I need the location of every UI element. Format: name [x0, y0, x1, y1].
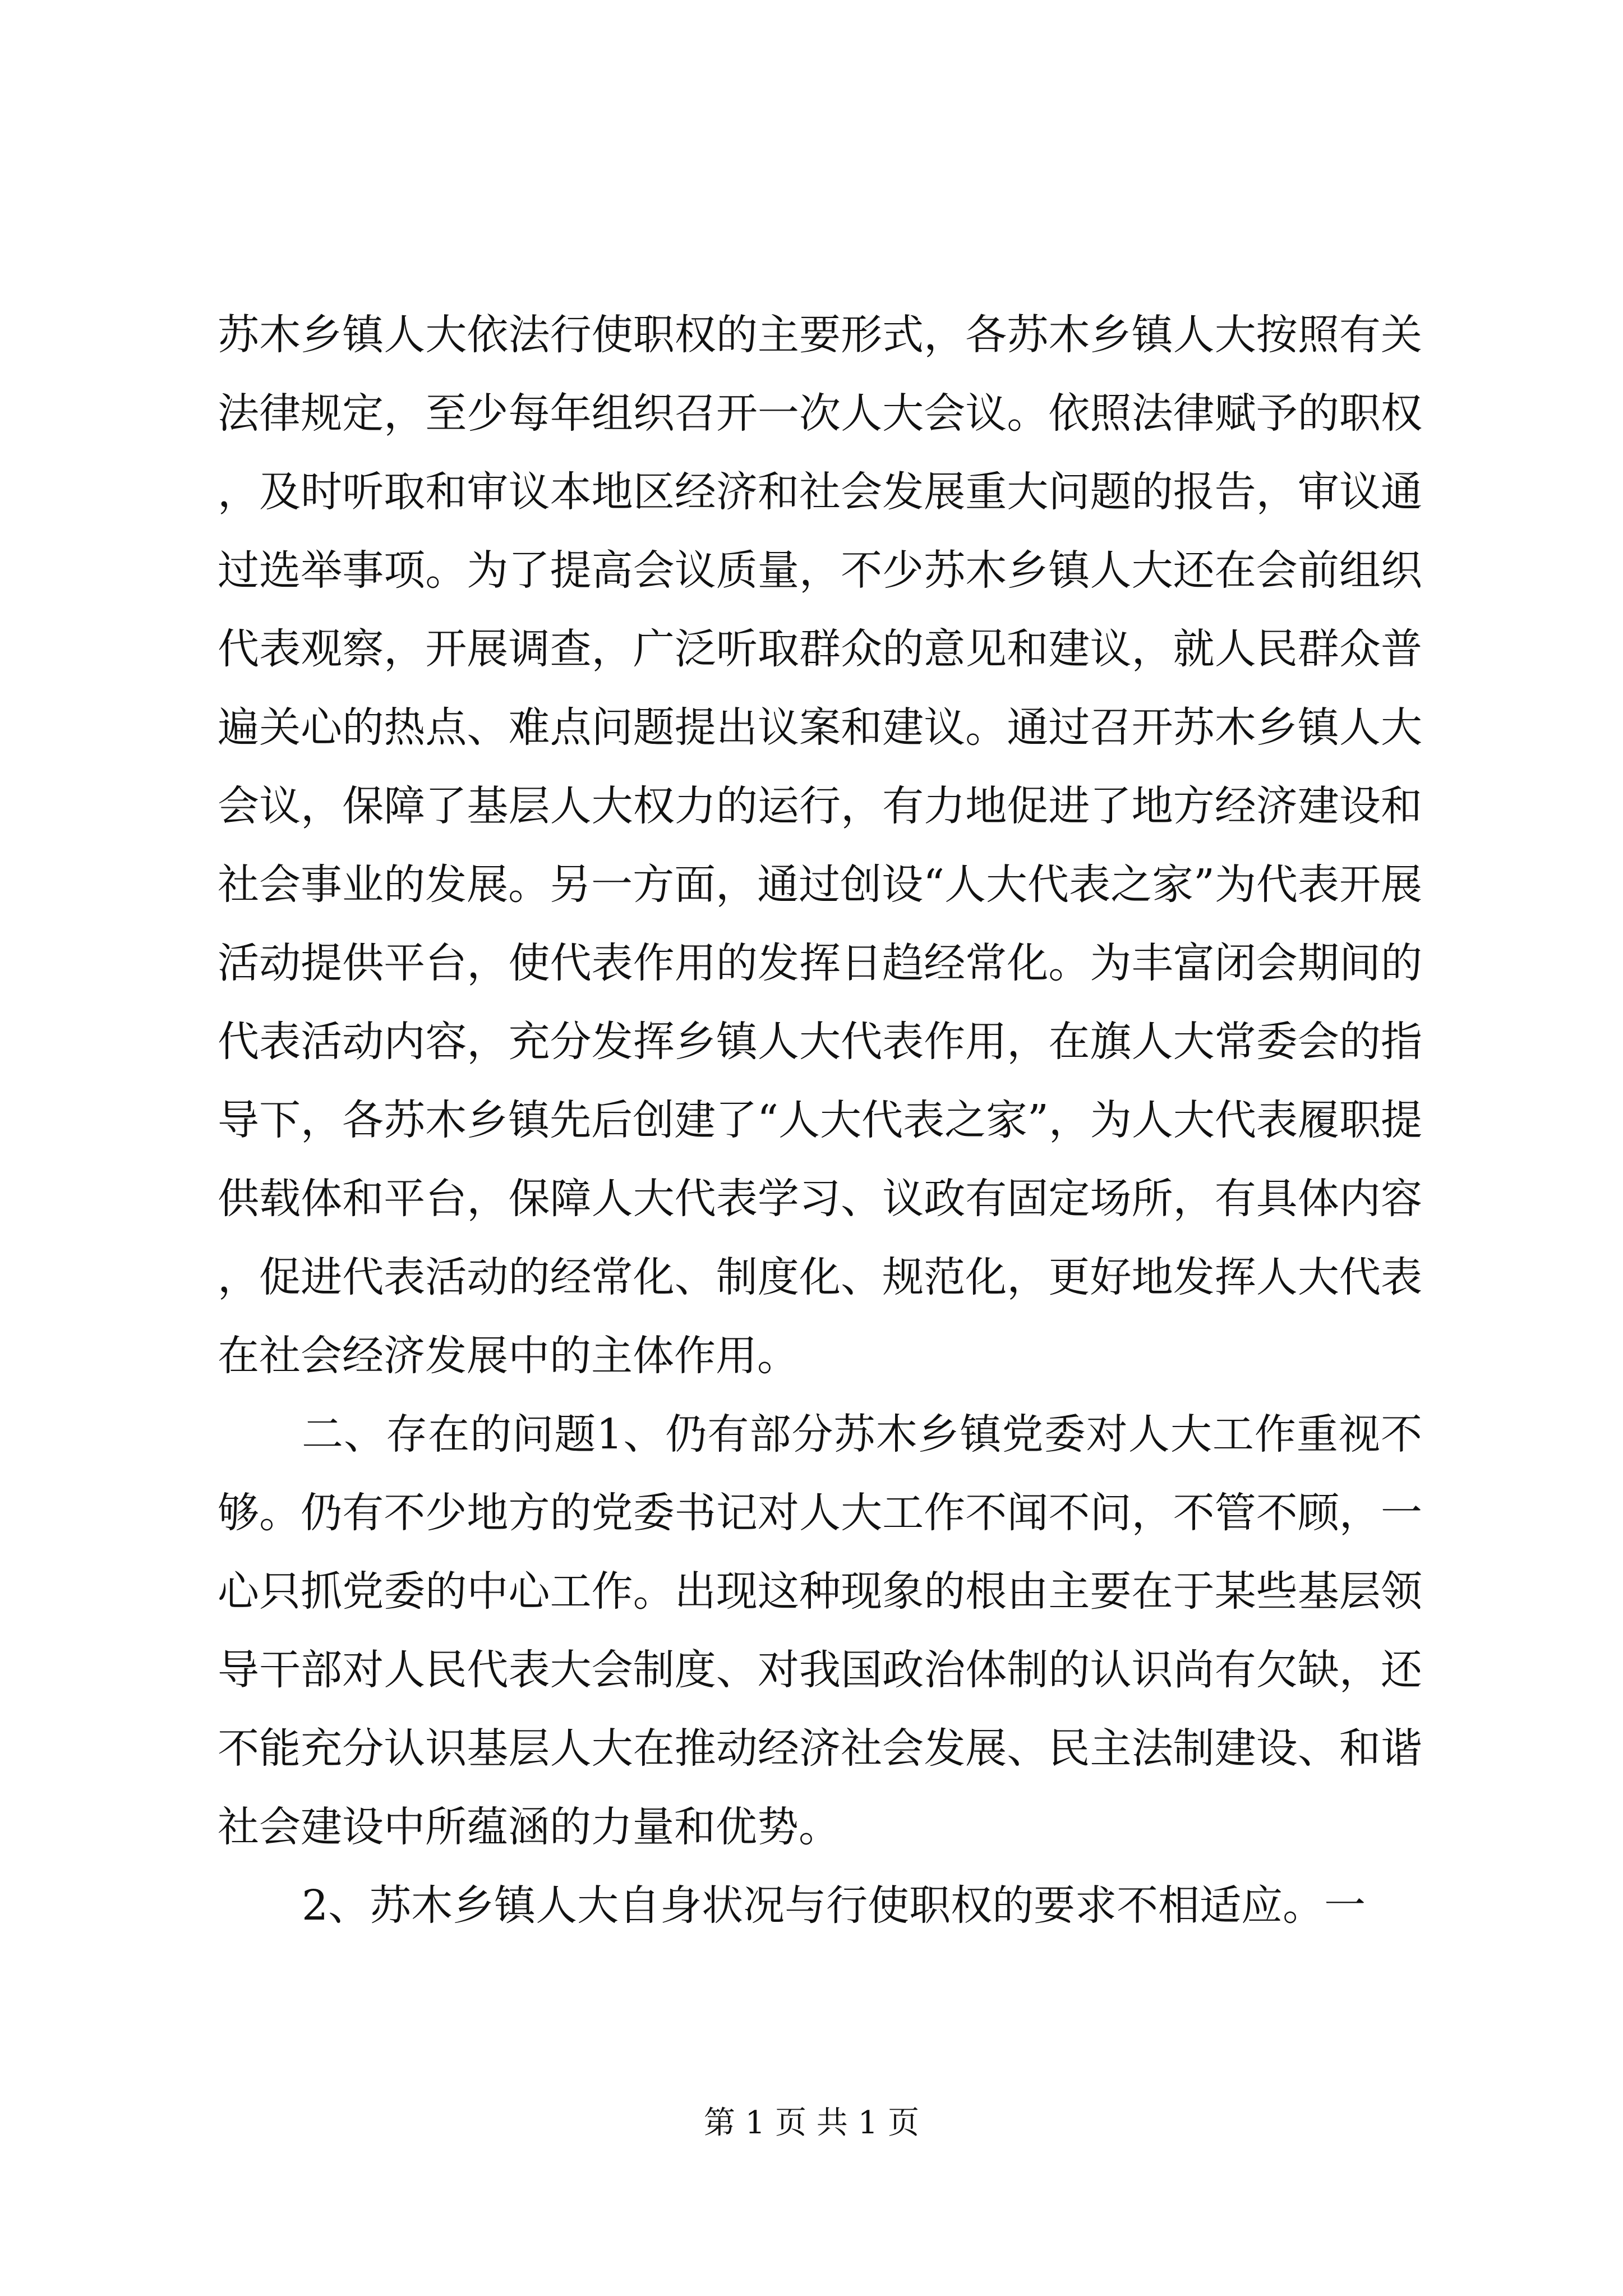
paragraph-3: 2、苏木乡镇人大自身状况与行使职权的要求不相适应。一: [302, 1881, 1366, 1930]
page-number-label: 第 1 页 共 1 页: [703, 2105, 920, 2141]
paragraph-1: 苏木乡镇人大依法行使职权的主要形式，各苏木乡镇人大按照有关法律规定，至少每年组织召开一次人大会议。依照法律赋予的职权，及时听取和审议本地区经济和社会发展重大问题的报告，审议通过选举事项。为了提高会议质量，不少苏木乡镇人大还在会前组织代表观察，开展调查，广泛听取群众的意见和建议，就人民群众普遍关心的热点、难点问题提出议案和建议。通过召开苏木乡镇人大会议，保障了基层人大权力的运行，有力地促进了地方经济建设和社会事业的发展。另一方面，通过创设“人大代表之家”为代表开展活动提供平台，使代表作用的发挥日趋经常化。为丰富闭会期间的代表活动内容，充分发挥乡镇人大代表作用，在旗人大常委会的指导下，各苏木乡镇先后创建了“人大代表之家”，为人大代表履职提供载体和平台，保障人大代表学习、议政有固定场所，有具体内容，促进代表活动的经常化、制度化、规范化，更好地发挥人大代表在社会经济发展中的主体作用。: [218, 311, 1422, 1380]
body-text: [218, 296, 1422, 1945]
page-footer: [0, 2104, 1623, 2143]
paragraph-2: 二、存在的问题1、仍有部分苏木乡镇党委对人大工作重视不够。仍有不少地方的党委书记对人大工作不闻不问，不管不顾，一心只抓党委的中心工作。出现这种现象的根由主要在于某些基层领导干部对人民代表大会制度、对我国政治体制的认识尚有欠缺，还不能充分认识基层人大在推动经济社会发展、民主法制建设、和谐社会建设中所蕴涵的力量和优势。: [218, 1410, 1422, 1851]
